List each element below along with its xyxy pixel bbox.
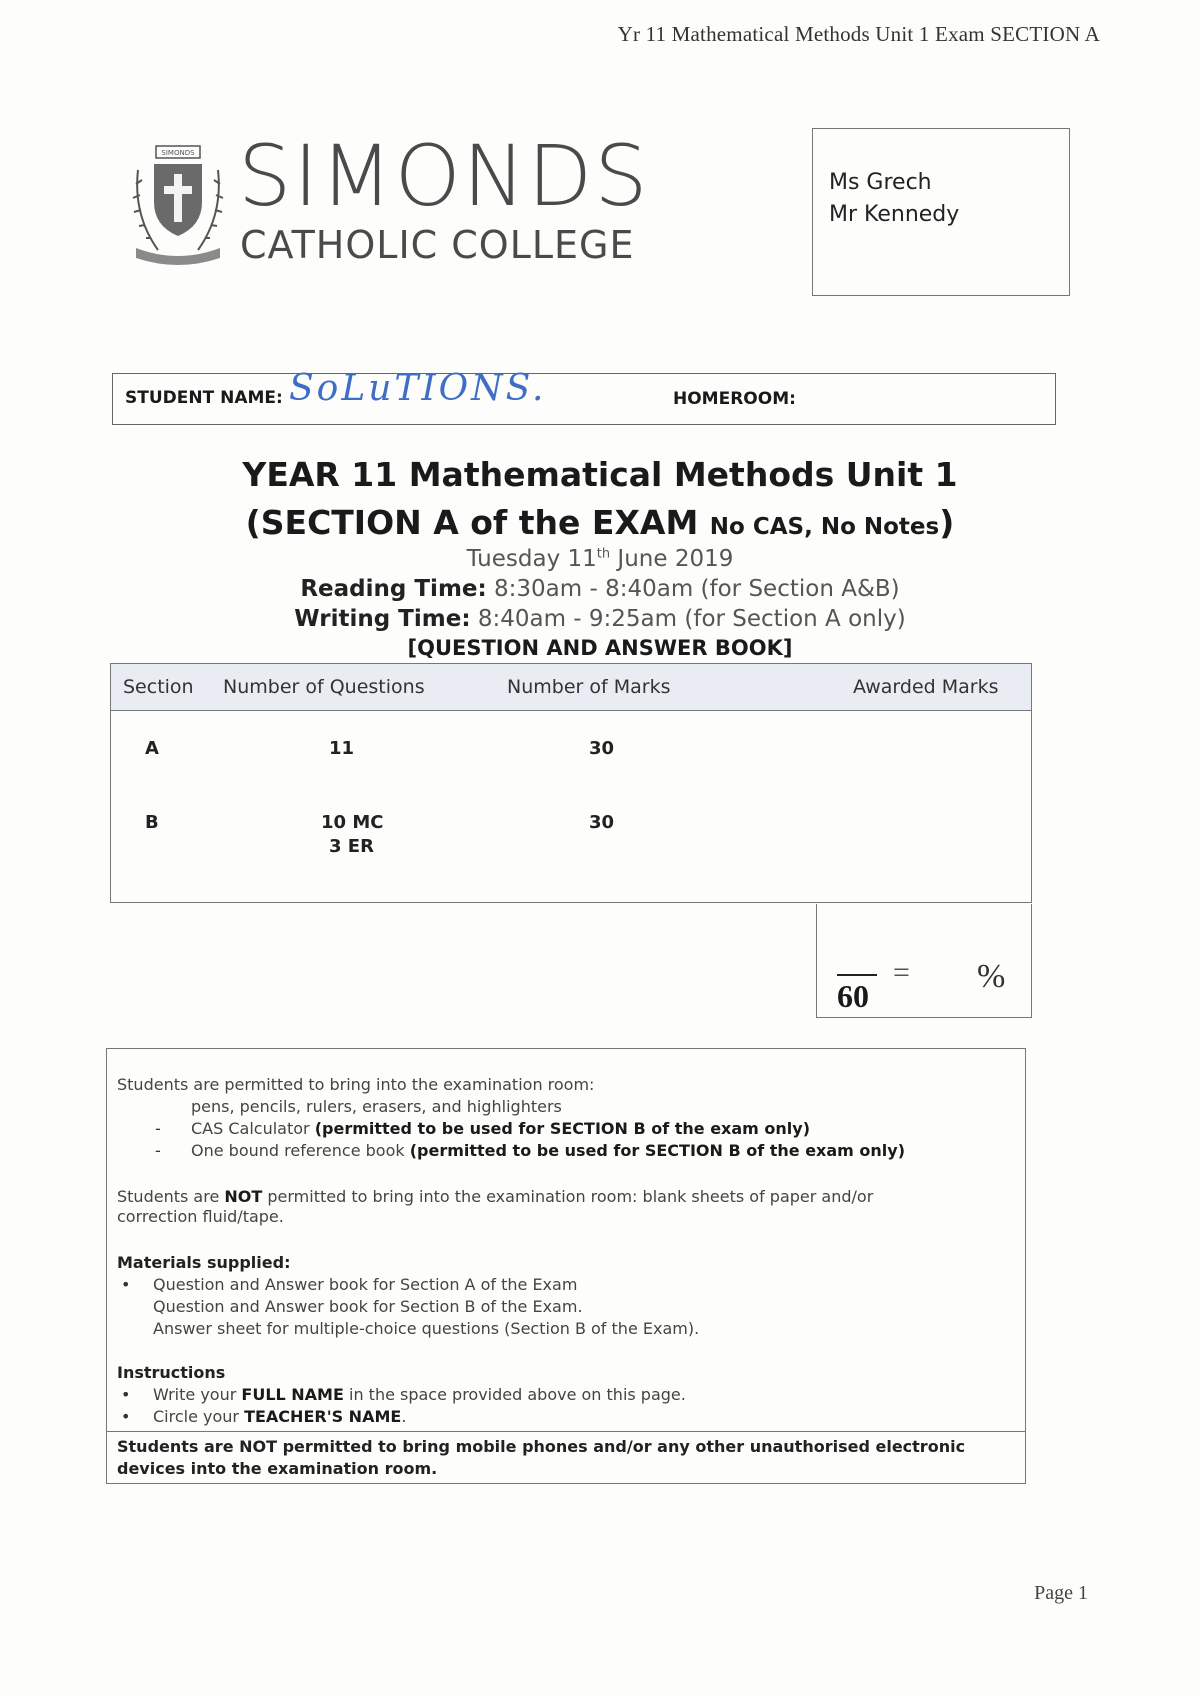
dash-bullet: - — [155, 1141, 161, 1160]
bullet-dot: • — [121, 1275, 131, 1294]
homeroom-label: HOMEROOM: — [673, 389, 796, 409]
sections-table — [110, 663, 1032, 903]
table-cell-questions: 3 ER — [329, 836, 374, 857]
logo-name: SIMONDS — [238, 127, 650, 225]
column-header: Section — [123, 676, 194, 698]
instruction-item: Write your FULL NAME in the space provided above on this page. — [153, 1385, 686, 1404]
exam-title: YEAR 11 Mathematical Methods Unit 1 — [242, 455, 958, 494]
college-logo — [128, 127, 688, 270]
running-header: Yr 11 Mathematical Methods Unit 1 Exam SECTION A — [617, 22, 1100, 46]
svg-text:SIMONDS: SIMONDS — [161, 149, 195, 157]
table-cell-marks: 30 — [589, 738, 615, 759]
column-header: Number of Marks — [507, 676, 671, 698]
instruction-item: Circle your TEACHER'S NAME. — [153, 1407, 407, 1426]
permitted-item: CAS Calculator (permitted to be used for SECTION B of the exam only) — [191, 1119, 811, 1138]
student-name-label: STUDENT NAME: — [125, 388, 283, 408]
materials-heading: Materials supplied: — [117, 1253, 291, 1272]
score-percent: % — [977, 958, 1006, 995]
not-permitted-text: correction fluid/tape. — [117, 1207, 284, 1226]
teacher-box — [812, 128, 1070, 296]
materials-item: Question and Answer book for Section A of the Exam — [153, 1275, 578, 1294]
student-info-row — [112, 368, 1056, 425]
exam-section-close: ) — [939, 503, 955, 542]
writing-time: Writing Time: 8:40am - 9:25am (for Section A only) — [294, 606, 906, 632]
table-cell-questions: 11 — [329, 738, 355, 759]
table-header — [111, 664, 1031, 711]
not-permitted-text: Students are NOT permitted to bring into the examination room: blank sheets of paper and/or — [117, 1187, 874, 1206]
permitted-item: One bound reference book (permitted to be used for SECTION B of the exam only) — [191, 1141, 906, 1160]
teacher-name[interactable]: Mr Kennedy — [829, 202, 960, 227]
rules-divider — [107, 1431, 1025, 1432]
score-box — [816, 904, 1032, 1018]
exam-rules-box — [106, 1048, 1026, 1484]
book-label: [QUESTION AND ANSWER BOOK] — [407, 636, 793, 660]
table-cell-section: B — [145, 812, 159, 833]
materials-item: Question and Answer book for Section B of the Exam. — [153, 1297, 583, 1316]
dash-bullet: - — [155, 1119, 161, 1138]
student-name-field[interactable]: SoLuTIONS. — [289, 368, 547, 409]
page-number: Page 1 — [1034, 1582, 1088, 1604]
instructions-heading: Instructions — [117, 1363, 226, 1382]
permitted-item: pens, pencils, rulers, erasers, and highlighters — [191, 1097, 562, 1116]
bullet-dot: • — [121, 1407, 131, 1426]
column-header: Number of Questions — [223, 676, 425, 698]
score-fraction-line — [837, 974, 877, 976]
exam-date: Tuesday 11th June 2019 — [466, 546, 734, 572]
score-denominator: 60 — [837, 978, 869, 1014]
table-cell-questions: 10 MC — [321, 812, 384, 833]
permitted-intro: Students are permitted to bring into the examination room: — [117, 1075, 595, 1094]
table-cell-marks: 30 — [589, 812, 615, 833]
materials-item: Answer sheet for multiple-choice questions (Section B of the Exam). — [153, 1319, 700, 1338]
exam-section-note: No CAS, No Notes — [709, 514, 940, 540]
exam-section-title: (SECTION A of the EXAM — [245, 503, 699, 542]
teacher-name[interactable]: Ms Grech — [829, 170, 932, 195]
table-cell-section: A — [145, 738, 159, 759]
logo-subtitle: CATHOLIC COLLEGE — [240, 223, 635, 267]
final-warning: devices into the examination room. — [117, 1459, 438, 1478]
college-crest-icon — [128, 140, 228, 270]
bullet-dot: • — [121, 1385, 131, 1404]
exam-subtitle — [0, 503, 1200, 542]
column-header: Awarded Marks — [853, 676, 999, 698]
final-warning: Students are NOT permitted to bring mobile phones and/or any other unauthorised electronic — [117, 1437, 966, 1456]
score-equals: = — [893, 956, 910, 989]
reading-time: Reading Time: 8:30am - 8:40am (for Section A&B) — [300, 576, 900, 602]
